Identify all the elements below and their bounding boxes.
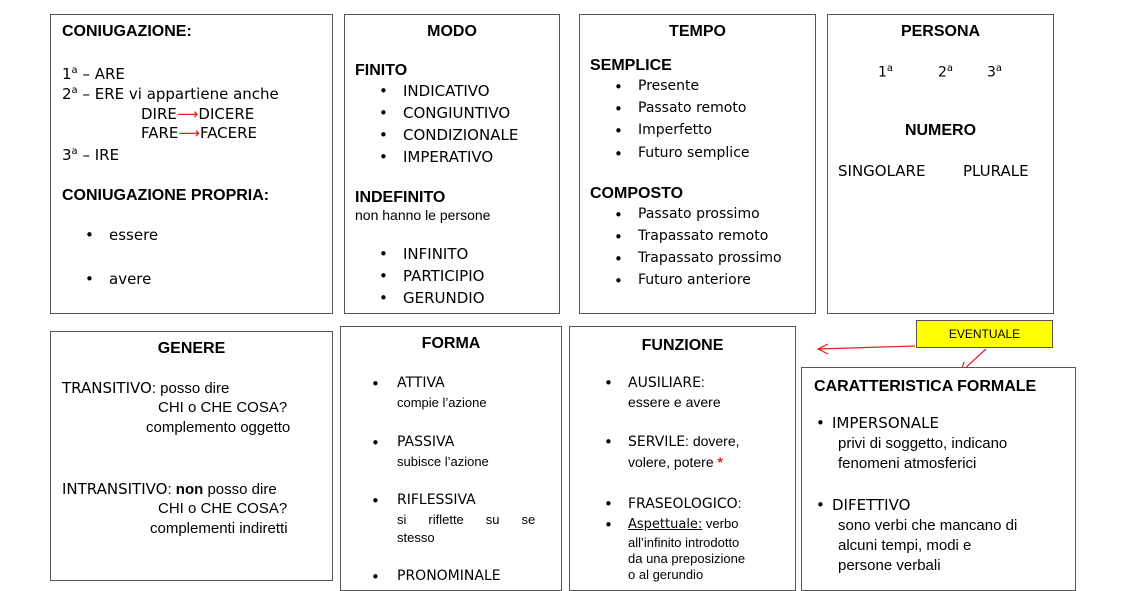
funzione-title: FUNZIONE bbox=[641, 337, 724, 354]
coniugazione-third: 3$^a$ – IRE bbox=[62, 146, 120, 164]
aspettuale-desc-4: o al gerundio bbox=[628, 567, 704, 582]
bullet-icon: • bbox=[85, 226, 94, 244]
list-item: Presente bbox=[638, 78, 700, 94]
numero-title: NUMERO bbox=[904, 122, 977, 139]
aspettuale-desc-2: all’infinito introdotto bbox=[628, 535, 740, 550]
bullet-icon: • bbox=[379, 126, 388, 144]
semplice-heading: SEMPLICE bbox=[590, 57, 672, 74]
complementi-indiretti: complementi indiretti bbox=[150, 520, 288, 537]
pronominale: PRONOMINALE bbox=[397, 568, 501, 584]
passiva: PASSIVA bbox=[397, 434, 455, 450]
bullet-icon: • bbox=[614, 250, 623, 268]
difettivo-desc-2: alcuni tempi, modi e bbox=[838, 537, 972, 554]
bullet-icon: • bbox=[604, 433, 613, 451]
bullet-icon: • bbox=[604, 516, 613, 534]
attiva-desc: compie l’azione bbox=[397, 395, 487, 410]
bullet-icon: • bbox=[379, 267, 388, 285]
list-item: Passato prossimo bbox=[638, 206, 760, 222]
red-arrow-icon: ⟶ bbox=[176, 105, 199, 123]
coniugazione-box bbox=[50, 14, 333, 314]
arrowhead-icon bbox=[818, 344, 828, 354]
bullet-icon: • bbox=[371, 492, 380, 510]
list-item: CONDIZIONALE bbox=[403, 126, 519, 144]
bullet-icon: • bbox=[371, 375, 380, 393]
bullet-icon: • bbox=[85, 270, 94, 288]
bullet-icon: • bbox=[614, 228, 623, 246]
bullet-icon: • bbox=[614, 100, 623, 118]
list-item: avere bbox=[109, 270, 152, 288]
chi-o-che-cosa: CHI o CHE COSA? bbox=[158, 500, 288, 517]
forma-box bbox=[340, 326, 562, 591]
indefinito-note: non hanno le persone bbox=[355, 207, 491, 223]
coniugazione-first: 1$^a$ – ARE bbox=[62, 65, 125, 83]
coniugazione-title: CONIUGAZIONE: bbox=[62, 23, 192, 40]
fraseologico: FRASEOLOGICO: bbox=[628, 495, 742, 512]
transitivo-line: TRANSITIVO: posso dire bbox=[62, 379, 230, 397]
caratteristica-box bbox=[801, 367, 1076, 591]
persona-3: 3$^a$ bbox=[987, 63, 1003, 81]
list-item: Trapassato prossimo bbox=[638, 250, 782, 266]
list-item: IMPERATIVO bbox=[403, 148, 494, 166]
bullet-icon: • bbox=[604, 374, 613, 392]
dire-dicere: DIRE⟶DICERE bbox=[141, 105, 255, 123]
persona-box bbox=[827, 14, 1054, 314]
bullet-icon: • bbox=[379, 245, 388, 263]
bullet-icon: • bbox=[379, 289, 388, 307]
tempo-box bbox=[579, 14, 816, 314]
servile-desc: volere, potere * bbox=[628, 454, 723, 470]
difettivo: DIFETTIVO bbox=[832, 496, 911, 514]
fare-facere: FARE⟶FACERE bbox=[141, 124, 258, 142]
genere-box bbox=[50, 331, 333, 581]
bullet-icon: • bbox=[614, 122, 623, 140]
caratteristica-title: CARATTERISTICA FORMALE bbox=[814, 378, 1037, 395]
bullet-icon: • bbox=[816, 496, 825, 514]
intransitivo-line: INTRANSITIVO: non posso dire bbox=[62, 480, 277, 498]
list-item: GERUNDIO bbox=[403, 289, 485, 307]
bullet-icon: • bbox=[379, 104, 388, 122]
red-arrow-icon: ⟶ bbox=[178, 124, 200, 142]
finito-heading: FINITO bbox=[355, 62, 408, 79]
list-item: essere bbox=[109, 226, 159, 244]
riflessiva-desc: si riflette su se bbox=[397, 512, 536, 527]
difettivo-desc-3: persone verbali bbox=[838, 557, 941, 574]
servile: SERVILE: dovere, bbox=[628, 433, 740, 450]
bullet-icon: • bbox=[379, 148, 388, 166]
asterisk-icon: * bbox=[717, 454, 723, 470]
coniugazione-propria-title: CONIUGAZIONE PROPRIA: bbox=[62, 187, 270, 204]
arrow-to-funzione bbox=[818, 346, 915, 349]
persona-2: 2$^a$ bbox=[938, 63, 954, 81]
bullet-icon: • bbox=[816, 414, 825, 432]
list-item: Trapassato remoto bbox=[638, 228, 769, 244]
riflessiva: RIFLESSIVA bbox=[397, 492, 476, 508]
persona-1: 1$^a$ bbox=[878, 63, 894, 81]
impersonale: IMPERSONALE bbox=[832, 414, 939, 432]
bullet-icon: • bbox=[379, 82, 388, 100]
tempo-title: TEMPO bbox=[669, 23, 726, 40]
composto-heading: COMPOSTO bbox=[590, 185, 684, 202]
list-item: PARTICIPIO bbox=[403, 267, 485, 285]
forma-title: FORMA bbox=[421, 335, 481, 352]
bullet-icon: • bbox=[604, 495, 613, 513]
list-item: Imperfetto bbox=[638, 122, 713, 138]
aspettuale-desc-3: da una preposizione bbox=[628, 551, 746, 566]
aspettuale: Aspettuale: verbo bbox=[628, 516, 739, 532]
indefinito-heading: INDEFINITO bbox=[355, 189, 446, 206]
modo-title: MODO bbox=[427, 23, 477, 40]
complemento-oggetto: complemento oggetto bbox=[146, 419, 291, 436]
coniugazione-second: 2$^a$ – ERE vi appartiene anche bbox=[62, 85, 279, 103]
eventuale-label: EVENTUALE bbox=[916, 320, 1053, 348]
chi-o-che-cosa: CHI o CHE COSA? bbox=[158, 399, 288, 416]
impersonale-desc-2: fenomeni atmosferici bbox=[838, 455, 977, 472]
passiva-desc: subisce l’azione bbox=[397, 454, 489, 469]
ausiliare: AUSILIARE: bbox=[628, 374, 705, 391]
bullet-icon: • bbox=[614, 272, 623, 290]
bullet-icon: • bbox=[371, 434, 380, 452]
ausiliare-desc: essere e avere bbox=[628, 394, 721, 410]
list-item: Passato remoto bbox=[638, 100, 747, 116]
list-item: Futuro semplice bbox=[638, 145, 750, 161]
plurale: PLURALE bbox=[963, 162, 1029, 180]
bullet-icon: • bbox=[614, 206, 623, 224]
singolare: SINGOLARE bbox=[838, 162, 926, 180]
bullet-icon: • bbox=[614, 78, 623, 96]
difettivo-desc-1: sono verbi che mancano di bbox=[838, 517, 1018, 534]
list-item: CONGIUNTIVO bbox=[403, 104, 511, 122]
list-item: INDICATIVO bbox=[403, 82, 490, 100]
bullet-icon: • bbox=[614, 145, 623, 163]
list-item: Futuro anteriore bbox=[638, 272, 751, 288]
bullet-icon: • bbox=[371, 568, 380, 586]
list-item: INFINITO bbox=[403, 245, 469, 263]
modo-box bbox=[344, 14, 560, 314]
persona-title: PERSONA bbox=[900, 23, 981, 40]
genere-title: GENERE bbox=[157, 340, 226, 357]
attiva: ATTIVA bbox=[397, 375, 445, 391]
impersonale-desc-1: privi di soggetto, indicano bbox=[838, 435, 1008, 452]
funzione-box bbox=[569, 326, 796, 591]
riflessiva-desc-2: stesso bbox=[397, 530, 435, 545]
